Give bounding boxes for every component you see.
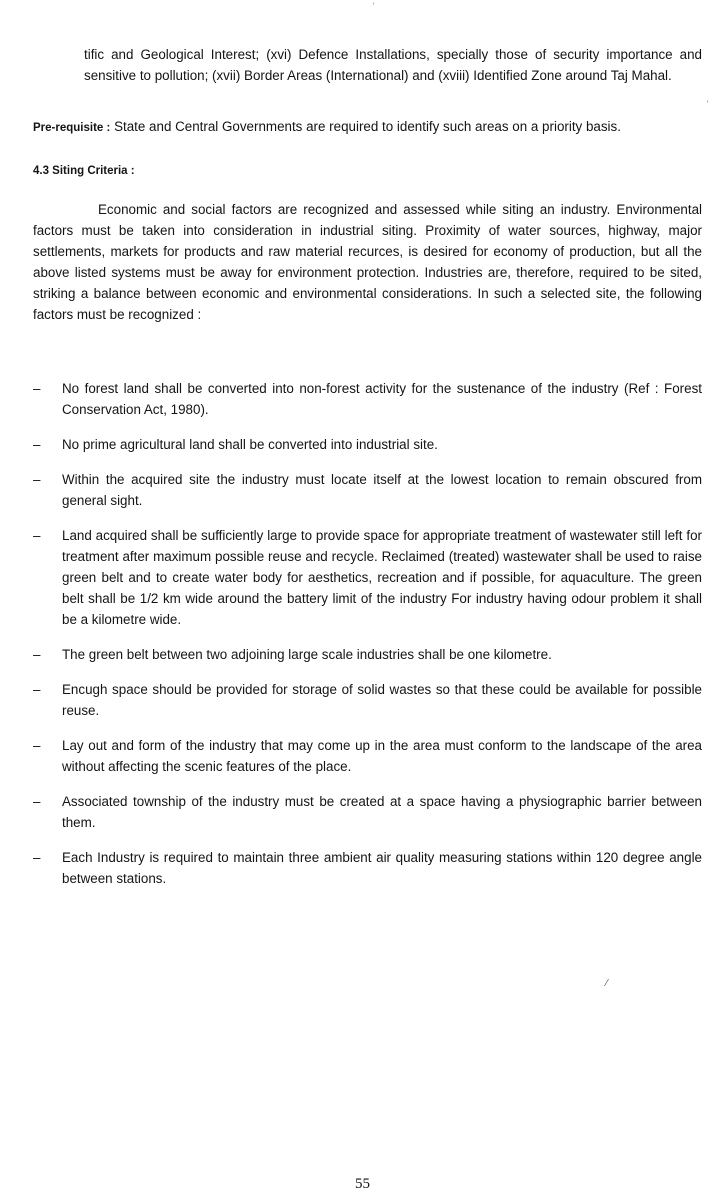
body-paragraph: Economic and social factors are recognized and assessed while siting an industry. Environmental factors must be taken into consideration in industrial siting. Proximity of water sources, highway, major settlements, markets for products and raw material recurces, is desired for economy of production, but all the above listed systems must be away for environment protection. Industries are, therefore, required to be sited, striking a balance between economic and environmental considerations. In such a selected site, the following factors must be recognized :: [33, 202, 702, 322]
prerequisite-note: [33, 116, 702, 139]
list-item-text: Land acquired shall be sufficiently large to provide space for appropriate treatment of wastewater still left for treatment after maximum possible reuse and recycle. Reclaimed (treated) wastewater shall be used to raise green belt and to create water body for aesthetics, recreation and if possible, for aquaculture. The green belt shall be 1/2 km wide around the battery limit of the industry For industry having odour problem it shall be a kilometre wide.: [62, 528, 702, 627]
list-item: [33, 679, 702, 721]
list-item: [33, 847, 702, 889]
list-item-text: Each Industry is required to maintain three ambient air quality measuring stations within 120 degree angle between stations.: [62, 850, 702, 886]
list-item: [33, 525, 702, 630]
list-item-text: The green belt between two adjoining large scale industries shall be one kilometre.: [62, 647, 552, 662]
scan-speck: ʾ: [372, 2, 376, 13]
bullet-dash: –: [33, 647, 41, 662]
list-item: [33, 434, 702, 455]
bullet-dash: –: [33, 381, 41, 396]
list-item: [33, 735, 702, 777]
bullet-dash: –: [33, 437, 41, 452]
section-heading: 4.3 Siting Criteria :: [33, 165, 135, 177]
scan-speck: ʾ: [706, 100, 710, 111]
list-item-text: No prime agricultural land shall be converted into industrial site.: [62, 437, 438, 452]
bullet-dash: –: [33, 472, 41, 487]
list-item-text: Associated township of the industry must be created at a space having a physiographic barrier between them.: [62, 794, 702, 830]
prerequisite-text: State and Central Governments are required to identify such areas on a priority basis.: [114, 119, 621, 134]
list-item: [33, 791, 702, 833]
bullet-dash: –: [33, 794, 41, 809]
intro-continuation: tific and Geological Interest; (xvi) Defence Installations, specially those of security importance and sensitive to pollution; (xvii) Border Areas (International) and (xviii) Identified Zone around Taj Mahal.: [84, 47, 702, 83]
page-number: 55: [355, 1176, 370, 1192]
prerequisite-label: Pre-requisite :: [33, 122, 111, 134]
list-item-text: Lay out and form of the industry that may come up in the area must conform to the landscape of the area without affecting the scenic features of the place.: [62, 738, 702, 774]
list-item: [33, 469, 702, 511]
list-item: [33, 378, 702, 420]
bullet-dash: –: [33, 850, 41, 865]
scan-speck: ⁄: [606, 978, 608, 989]
list-item: [33, 644, 702, 665]
siting-factors-list: [33, 378, 702, 903]
bullet-dash: –: [33, 738, 41, 753]
bullet-dash: –: [33, 528, 41, 543]
list-item-text: No forest land shall be converted into non-forest activity for the sustenance of the industry (Ref : Forest Conservation Act, 1980).: [62, 381, 702, 417]
list-item-text: Within the acquired site the industry must locate itself at the lowest location to remain obscured from general sight.: [62, 472, 702, 508]
bullet-dash: –: [33, 682, 41, 697]
list-item-text: Encugh space should be provided for storage of solid wastes so that these could be available for possible reuse.: [62, 682, 702, 718]
